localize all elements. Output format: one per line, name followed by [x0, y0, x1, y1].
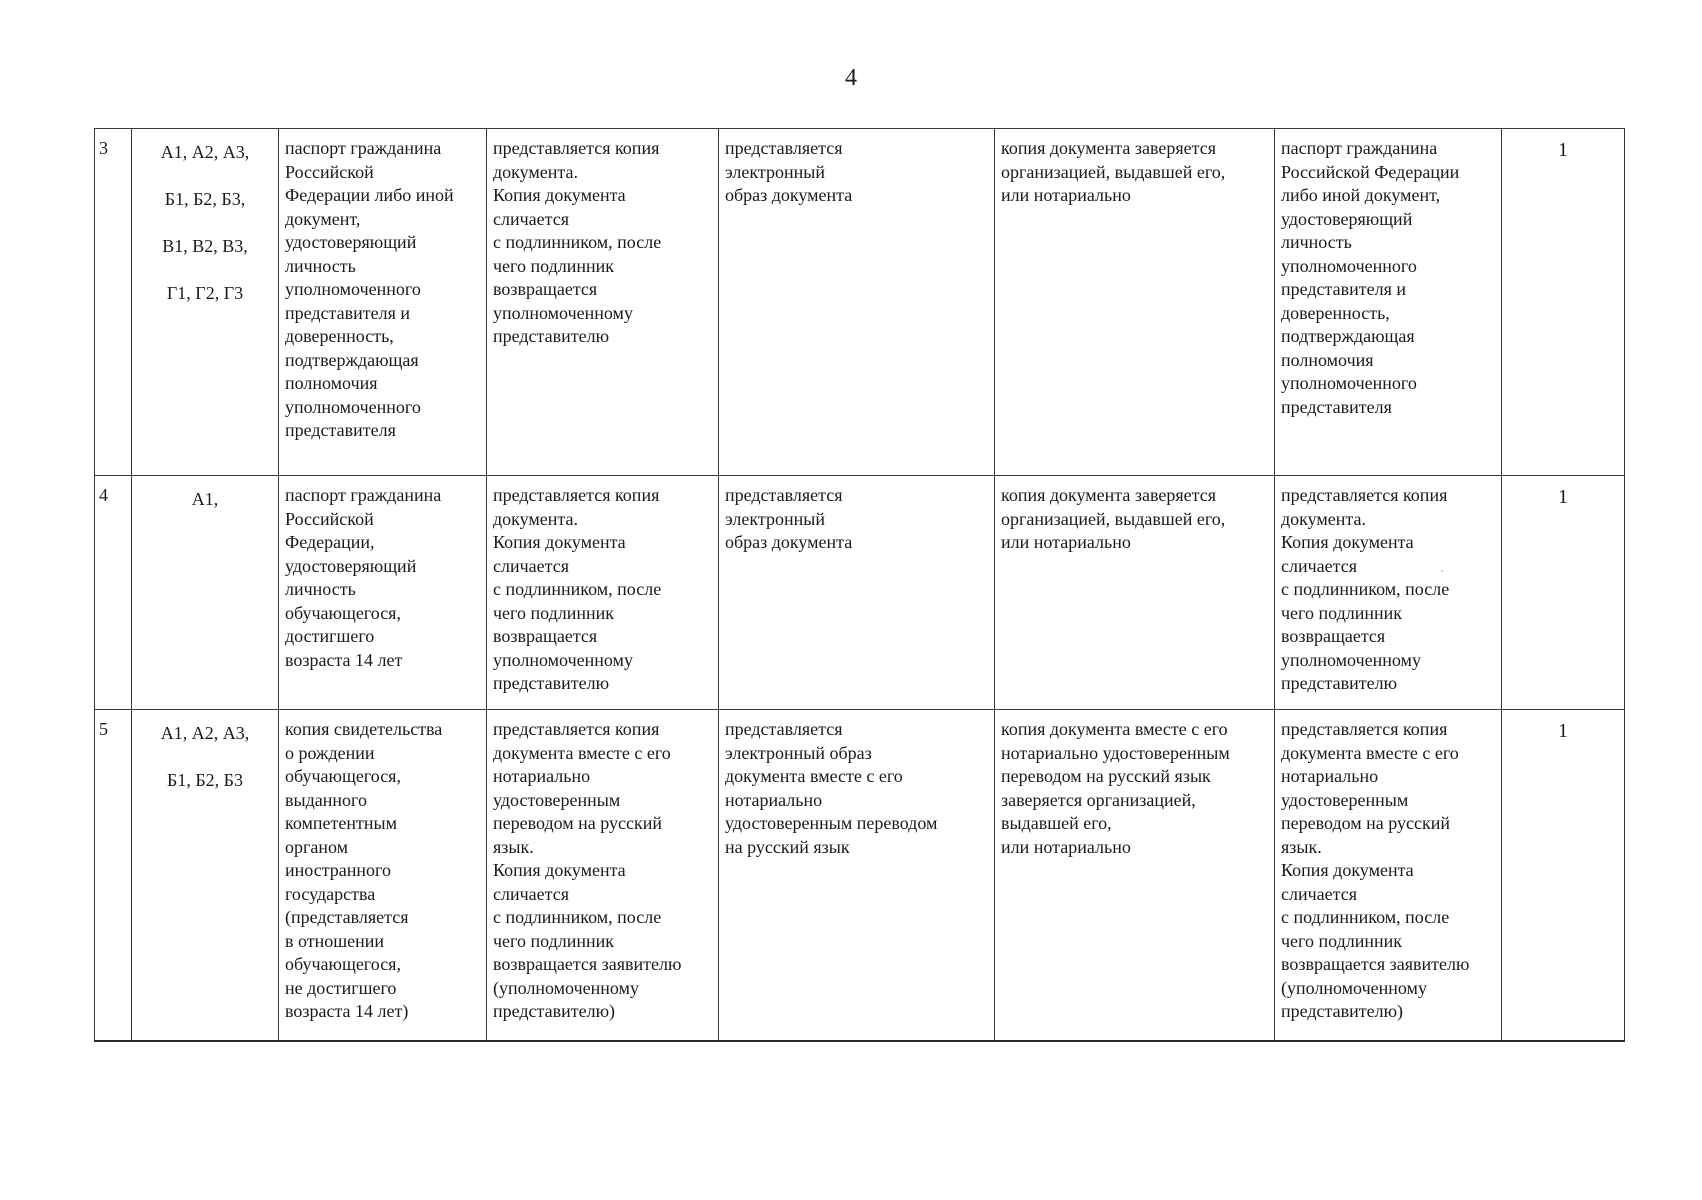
scan-speck — [1441, 570, 1443, 572]
extra-requirements-cell: паспорт гражданина Российской Федерации либо иной документ, удостоверяющий личность уполномоченного представителя и доверенность, подтверждающая полномочия уполномоченного представителя — [1275, 129, 1502, 476]
electronic-submission-cell: представляется электронный образ документа — [719, 129, 995, 476]
document-name-cell: паспорт гражданина Российской Федерации, удостоверяющий личность обучающегося, достигшего возраста 14 лет — [279, 476, 487, 710]
certification-cell: копия документа заверяется организацией, выдавшей его, или нотариально — [995, 129, 1275, 476]
row-number-cell: 5 — [95, 710, 132, 1041]
extra-requirements-cell: представляется копия документа. Копия документа сличается с подлинником, после чего подлинник возвращается уполномоченному представителю — [1275, 476, 1502, 710]
row-number-cell: 4 — [95, 476, 132, 710]
count-cell: 1 — [1502, 710, 1625, 1041]
requirements-table — [94, 128, 1625, 1042]
table-row — [95, 129, 1625, 476]
certification-cell: копия документа заверяется организацией, выдавшей его, или нотариально — [995, 476, 1275, 710]
paper-submission-cell: представляется копия документа. Копия документа сличается с подлинником, после чего подлинник возвращается уполномоченному представителю — [487, 129, 719, 476]
document-name-cell: паспорт гражданина Российской Федерации либо иной документ, удостоверяющий личность уполномоченного представителя и доверенность, подтверждающая полномочия уполномоченного представителя — [279, 129, 487, 476]
page-number: 4 — [845, 65, 857, 91]
count-cell: 1 — [1502, 476, 1625, 710]
paper-submission-cell: представляется копия документа вместе с его нотариально удостоверенным переводом на русский язык. Копия документа сличается с подлинником, после чего подлинник возвращается заявителю (уполномоченному представителю) — [487, 710, 719, 1041]
extra-requirements-cell: представляется копия документа вместе с его нотариально удостоверенным переводом на русский язык. Копия документа сличается с подлинником, после чего подлинник возвращается заявителю (уполномоченному представителю) — [1275, 710, 1502, 1041]
table-row — [95, 476, 1625, 710]
electronic-submission-cell: представляется электронный образ документа — [719, 476, 995, 710]
table-row — [95, 710, 1625, 1041]
certification-cell: копия документа вместе с его нотариально удостоверенным переводом на русский язык заверяется организацией, выдавшей его, или нотариально — [995, 710, 1275, 1041]
document-name-cell: копия свидетельства о рождении обучающегося, выданного компетентным органом иностранного государства (представляется в отношении обучающегося, не достигшего возраста 14 лет) — [279, 710, 487, 1041]
paper-submission-cell: представляется копия документа. Копия документа сличается с подлинником, после чего подлинник возвращается уполномоченному представителю — [487, 476, 719, 710]
count-cell: 1 — [1502, 129, 1625, 476]
electronic-submission-cell: представляется электронный образ документа вместе с его нотариально удостоверенным переводом на русский язык — [719, 710, 995, 1041]
category-codes-cell: А1, — [132, 476, 279, 710]
category-codes-cell: А1, А2, А3, Б1, Б2, Б3 — [132, 710, 279, 1041]
row-number-cell: 3 — [95, 129, 132, 476]
category-codes-cell: А1, А2, А3, Б1, Б2, Б3, В1, В2, В3, Г1, Г2, Г3 — [132, 129, 279, 476]
